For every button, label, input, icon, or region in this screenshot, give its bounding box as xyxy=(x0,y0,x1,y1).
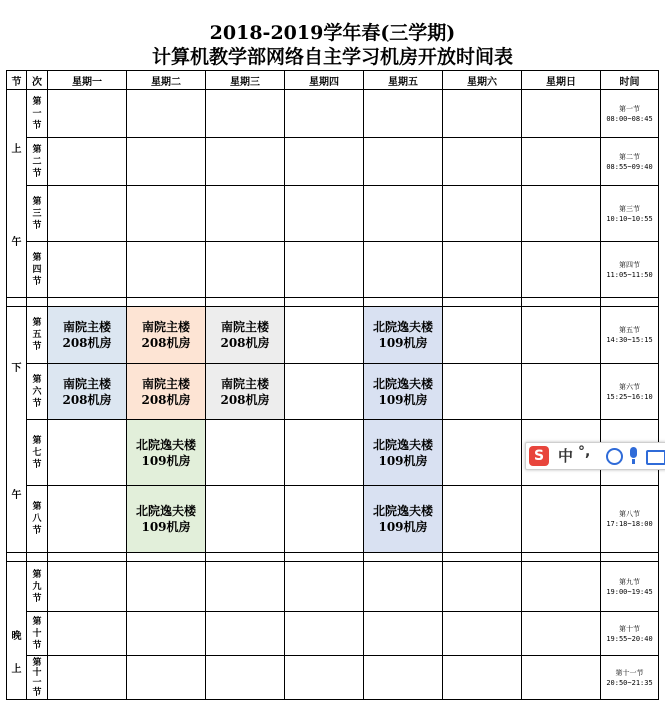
lesson-time: 第二节 08:55~09:40 xyxy=(601,138,659,186)
table-row xyxy=(7,486,659,553)
header-saturday: 星期六 xyxy=(443,71,522,90)
lesson-time: 第十一节 20:50~21:35 xyxy=(601,656,659,700)
table-row xyxy=(7,562,659,612)
lesson-time: 第八节 17:18~18:00 xyxy=(601,486,659,553)
ime-toolbar[interactable] xyxy=(525,442,665,470)
header-sunday: 星期日 xyxy=(522,71,601,90)
header-tuesday: 星期二 xyxy=(127,71,206,90)
room-cell: 北院逸夫楼 109机房 xyxy=(364,364,443,420)
header-time: 时间 xyxy=(601,71,659,90)
lesson-label: 第 九 节 xyxy=(27,562,48,612)
lesson-label: 第 十 一 节 xyxy=(27,656,48,700)
sogou-logo-icon[interactable]: S xyxy=(529,446,549,466)
header-thursday: 星期四 xyxy=(285,71,364,90)
schedule-table xyxy=(6,70,659,700)
table-row xyxy=(7,307,659,364)
lesson-label: 第 二 节 xyxy=(27,138,48,186)
lesson-label: 第 五 节 xyxy=(27,307,48,364)
lesson-time: 第一节 08:00~08:45 xyxy=(601,90,659,138)
room-cell: 北院逸夫楼 109机房 xyxy=(364,420,443,486)
table-row xyxy=(7,656,659,700)
lesson-time: 第九节 19:00~19:45 xyxy=(601,562,659,612)
half-evening: 晚 上 xyxy=(7,562,27,700)
room-cell: 南院主楼 208机房 xyxy=(206,307,285,364)
keyboard-icon[interactable] xyxy=(646,450,665,465)
table-row xyxy=(7,364,659,420)
header-wednesday: 星期三 xyxy=(206,71,285,90)
table-row xyxy=(7,612,659,656)
separator-row xyxy=(7,553,659,562)
lesson-label: 第 八 节 xyxy=(27,486,48,553)
room-cell: 南院主楼 208机房 xyxy=(48,307,127,364)
separator-row xyxy=(7,298,659,307)
lesson-label: 第 一 节 xyxy=(27,90,48,138)
title-line2: 计算机教学部网络自主学习机房开放时间表 xyxy=(151,46,513,68)
header-row xyxy=(7,71,659,90)
room-cell: 北院逸夫楼 109机房 xyxy=(364,486,443,553)
room-cell: 北院逸夫楼 109机房 xyxy=(364,307,443,364)
lesson-time: 第四节 11:05~11:50 xyxy=(601,242,659,298)
half-morning: 上 午 xyxy=(7,90,27,298)
emoji-icon[interactable] xyxy=(606,448,623,465)
lesson-label: 第 四 节 xyxy=(27,242,48,298)
title-line1: 2018-2019学年春(三学期) xyxy=(209,22,456,44)
ime-mode-toggle[interactable]: 中 xyxy=(558,447,574,465)
header-jie: 节 xyxy=(7,71,27,90)
table-row xyxy=(7,138,659,186)
header-friday: 星期五 xyxy=(364,71,443,90)
table-row xyxy=(7,186,659,242)
room-cell: 南院主楼 208机房 xyxy=(48,364,127,420)
lesson-label: 第 七 节 xyxy=(27,420,48,486)
lesson-time: 第六节 15:25~16:10 xyxy=(601,364,659,420)
room-cell: 南院主楼 208机房 xyxy=(127,364,206,420)
room-cell: 南院主楼 208机房 xyxy=(127,307,206,364)
lesson-time: 第十节 19:55~20:40 xyxy=(601,612,659,656)
room-cell: 南院主楼 208机房 xyxy=(206,364,285,420)
header-monday: 星期一 xyxy=(48,71,127,90)
lesson-label: 第 十 节 xyxy=(27,612,48,656)
lesson-time: 第三节 10:10~10:55 xyxy=(601,186,659,242)
table-row xyxy=(7,242,659,298)
microphone-icon[interactable] xyxy=(630,447,637,458)
header-ci: 次 xyxy=(27,71,48,90)
lesson-label: 第 六 节 xyxy=(27,364,48,420)
room-cell: 北院逸夫楼 109机房 xyxy=(127,420,206,486)
lesson-time: 第五节 14:30~15:15 xyxy=(601,307,659,364)
room-cell: 北院逸夫楼 109机房 xyxy=(127,486,206,553)
half-afternoon: 下 午 xyxy=(7,307,27,553)
ime-punct-toggle[interactable]: °, xyxy=(578,444,591,460)
table-row xyxy=(7,90,659,138)
lesson-label: 第 三 节 xyxy=(27,186,48,242)
